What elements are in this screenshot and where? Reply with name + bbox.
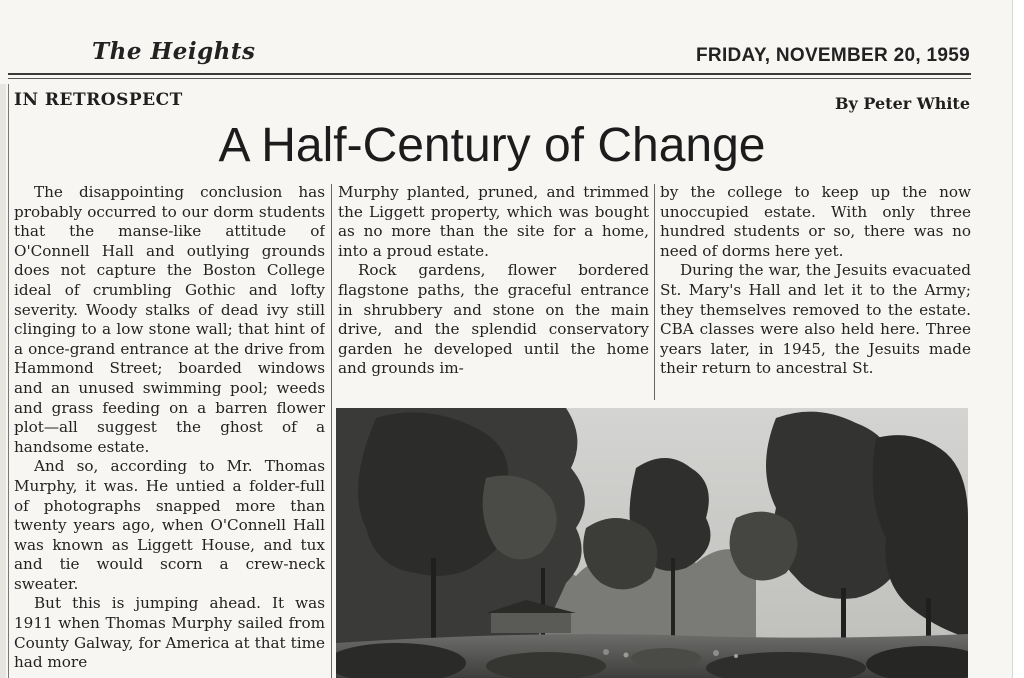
column-2-paragraph: Rock gardens, flower bordered flagstone paths, the graceful entrance in shrubbery and stone on the main drive, and the splendid conservatory garden he developed until the home and grounds im- xyxy=(338,261,649,378)
page-left-edge xyxy=(0,84,6,678)
article-column-2 xyxy=(338,183,649,401)
section-label: IN RETROSPECT xyxy=(14,90,183,110)
dateline: FRIDAY, NOVEMBER 20, 1959 xyxy=(696,45,970,66)
column-3-paragraph: by the college to keep up the now unoccupied estate. With only three hundred students or so, there was no need of dorms here yet. xyxy=(660,183,971,260)
masthead-title: The Heights xyxy=(92,38,256,65)
column-rule-2 xyxy=(654,184,655,400)
header-rule-thin xyxy=(8,78,971,79)
column-1-paragraph: And so, according to Mr. Thomas Murphy, it was. He untied a folder-full of photographs snapped more than twenty years ago, when O'Connell Hall was known as Liggett House, and tux and tie would scorn a crew-neck sweater. xyxy=(14,457,325,593)
column-2-paragraph: Murphy planted, pruned, and trimmed the Liggett property, which was bought as no more than the site for a home, into a proud estate. xyxy=(338,183,649,260)
headline: A Half-Century of Change xyxy=(218,119,766,172)
estate-photo xyxy=(336,408,968,678)
article-column-1 xyxy=(14,183,325,678)
column-3-paragraph: During the war, the Jesuits evacuated St. Mary's Hall and let it to the Army; they themselves removed to the estate. CBA classes were also held here. Three years later, in 1945, the Jesuits made their return to ancestral St. xyxy=(660,261,971,378)
page-right-margin xyxy=(1012,0,1024,678)
column-1-paragraph: The disappointing conclusion has probably occurred to our dorm students that the manse-like attitude of O'Connell Hall and outlying grounds does not capture the Boston College ideal of crumbling Gothic and lofty severity. Woody stalks of dead ivy still clinging to a low stone wall; that hint of a once-grand entrance at the drive from Hammond Street; boarded windows and an unused swimming pool; weeds and grass feeding on a barren flower plot—all suggest the ghost of a handsome estate. xyxy=(14,183,325,456)
left-frame-rule xyxy=(8,84,9,678)
column-rule-1 xyxy=(331,184,332,678)
header-rule-thick xyxy=(8,73,971,75)
article-column-3 xyxy=(660,183,971,401)
column-1-paragraph: But this is jumping ahead. It was 1911 when Thomas Murphy sailed from County Galway, for America at that time had more xyxy=(14,594,325,672)
byline: By Peter White xyxy=(835,94,970,113)
